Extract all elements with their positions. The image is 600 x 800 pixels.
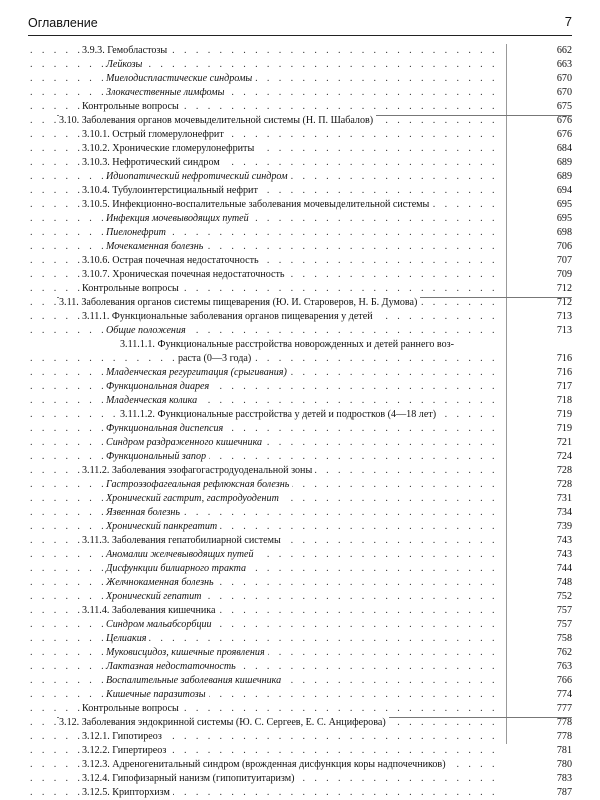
toc-entry[interactable] [0,58,600,72]
leader-dots [30,86,500,100]
toc-entry-label: Синдром раздраженного кишечника [106,436,265,450]
leader-dots [30,562,500,576]
toc-entry[interactable] [0,324,600,338]
toc-entry-label: 3.10.6. Острая почечная недостаточность [82,254,262,268]
leader-dots [30,576,500,590]
toc-entry-label: Хронический панкреатит [106,520,220,534]
toc-entry[interactable] [0,156,600,170]
toc-entry[interactable] [0,44,600,58]
toc-entry[interactable] [0,142,600,156]
toc-entry-page: 743 [556,549,572,560]
toc-entry-label: 3.10.4. Тубулоинтерстициальный нефрит [82,184,261,198]
leader-dots [30,422,500,436]
toc-entry[interactable] [0,688,600,702]
toc-entry-page: 675 [556,101,572,112]
leader-dots [30,352,500,366]
toc-entry-page: 670 [556,87,572,98]
toc-entry-label: 3.10.7. Хроническая почечная недостаточность [82,268,288,282]
toc-entry[interactable] [0,716,600,730]
toc-entry-label: 3.12.2. Гипертиреоз [82,744,169,758]
toc-entry-page: 662 [556,45,572,56]
toc-entry-label: Синдром мальабсорбции [106,618,215,632]
toc-entry[interactable] [0,380,600,394]
toc-entry[interactable] [0,576,600,590]
toc-entry[interactable] [0,198,600,212]
toc-entry-label: Целиакия [106,632,149,646]
toc-entry-page: 781 [556,745,572,756]
toc-entry[interactable] [0,562,600,576]
toc-entry-label: Миелодиспластические синдромы [106,72,255,86]
toc-entry-label: Младенческая колика [106,394,200,408]
toc-entry-label: 3.11.3. Заболевания гепатобилиарной системы [82,534,284,548]
toc-entry-label: 3.9.3. Гемобластозы [82,44,170,58]
toc-entry-page: 728 [556,465,572,476]
toc-entry-page: 663 [556,59,572,70]
toc-entry-page: 783 [556,773,572,784]
toc-entry-page: 670 [556,73,572,84]
toc-entry[interactable] [0,268,600,282]
toc-entry-page: 757 [556,619,572,630]
toc-entry[interactable] [0,478,600,492]
toc-entry[interactable] [0,408,600,422]
toc-entry[interactable] [0,492,600,506]
toc-entry-page: 707 [556,255,572,266]
toc-entry-label: 3.10.3. Нефротический синдром [82,156,223,170]
toc-entry-label: Функциональная диарея [106,380,212,394]
toc-entry[interactable] [0,506,600,520]
header-page-number: 7 [564,14,572,29]
toc-entry-page: 719 [556,409,572,420]
toc-entry[interactable] [0,226,600,240]
toc-entry-label: 3.11.4. Заболевания кишечника [82,604,219,618]
toc-entry-page: 721 [556,437,572,448]
toc-entry-page: 676 [556,129,572,140]
toc-entry[interactable] [0,548,600,562]
toc-entry-page: 689 [556,157,572,168]
toc-entry-page: 748 [556,577,572,588]
toc-entry-label: 3.11.2. Заболевания эзофагогастродуоденальной зоны [82,464,315,478]
toc-entry-label: 3.11.1. Функциональные заболевания органов пищеварения у детей [82,310,376,324]
toc-entry-label: Идиопатический нефротический синдром [106,170,291,184]
toc-entry-page: 778 [556,717,572,728]
toc-entry-page: 734 [556,507,572,518]
toc-entry[interactable] [0,618,600,632]
toc-entry-page: 717 [556,381,572,392]
leader-dots [30,324,500,338]
toc-entry[interactable] [0,744,600,758]
toc-entry-page: 695 [556,199,572,210]
toc-entry[interactable] [0,128,600,142]
toc-entry-page: 774 [556,689,572,700]
leader-dots [30,226,500,240]
toc-entry-page: 718 [556,395,572,406]
toc-entry-page: 743 [556,535,572,546]
toc-entry-page: 712 [556,283,572,294]
toc-entry-label: 3.12.5. Крипторхизм [82,786,173,800]
toc-entry[interactable] [0,464,600,478]
toc-entry-page: 709 [556,269,572,280]
toc-entry-label: 3.12.4. Гипофизарный нанизм (гипопитуитаризм) [82,772,298,786]
toc-entry-page: 787 [556,787,572,798]
toc-entry[interactable] [0,436,600,450]
toc-entry-page: 758 [556,633,572,644]
toc-entry-page: 752 [556,591,572,602]
toc-entry[interactable] [0,632,600,646]
toc-entry-label: Контрольные вопросы [82,100,182,114]
toc-entry-page: 694 [556,185,572,196]
toc-entry-label: Контрольные вопросы [82,282,182,296]
toc-entry-label: Функциональная диспепсия [106,422,226,436]
running-header [28,13,572,36]
toc-entry-page: 695 [556,213,572,224]
toc-entry-page: 712 [556,297,572,308]
leader-dots [30,212,500,226]
toc-entry[interactable] [0,310,600,324]
toc-entry-label: Пиелонефрит [106,226,169,240]
toc-entry-page: 716 [556,367,572,378]
toc-entry-label: Воспалительные заболевания кишечника [106,674,284,688]
toc-entry-page: 766 [556,675,572,686]
toc-entry-label: Контрольные вопросы [82,702,182,716]
toc-entry[interactable] [0,282,600,296]
toc-entry[interactable] [0,786,600,800]
toc-entry-page: 689 [556,171,572,182]
toc-entry-label: 3.11.1.1. Функциональные расстройства новорожденных и детей раннего воз- [120,338,457,352]
leader-dots [30,660,500,674]
leader-dots [30,688,500,702]
leader-dots [30,240,500,254]
leader-dots [30,632,500,646]
toc-entry[interactable] [0,170,600,184]
leader-dots [30,506,500,520]
toc-entry-page: 706 [556,241,572,252]
leader-dots [30,618,500,632]
toc-entry-label: 3.10. Заболевания органов мочевыделительной системы (Н. П. Шабалов) [59,114,376,128]
toc-entry-label: Лейкозы [106,58,145,72]
toc-entry-label: 3.12. Заболевания эндокринной системы (Ю. С. Сергеев, Е. С. Анциферова) [59,716,389,730]
toc-entry-page: 762 [556,647,572,658]
toc-entry[interactable] [0,702,600,716]
toc-entry[interactable] [0,296,600,310]
header-title: Оглавление [28,16,98,30]
toc-entry[interactable] [0,660,600,674]
toc-entry-page: 698 [556,227,572,238]
toc-entry[interactable] [0,338,600,366]
toc-entry-label-continued: раста (0—3 года) [178,352,254,366]
toc-entry-label: Мочекаменная болезнь [106,240,206,254]
toc-entry-label: 3.10.2. Хронические гломерулонефриты [82,142,257,156]
leader-dots [30,520,500,534]
toc-entry-page: 716 [556,353,572,364]
toc-entry-label: Хронический гастрит, гастродуоденит [106,492,282,506]
toc-entry-page: 728 [556,479,572,490]
toc-entry-label: Язвенная болезнь [106,506,183,520]
toc-entry[interactable] [0,184,600,198]
toc-entry-page: 684 [556,143,572,154]
toc-entry[interactable] [0,450,600,464]
toc-entry[interactable] [0,100,600,114]
toc-entry-page: 757 [556,605,572,616]
toc-entry-page: 744 [556,563,572,574]
toc-entry[interactable] [0,590,600,604]
toc-entry-page: 676 [556,115,572,126]
toc-entry-page: 763 [556,661,572,672]
toc-entry-page: 780 [556,759,572,770]
toc-entry[interactable] [0,422,600,436]
toc-entry-page: 731 [556,493,572,504]
toc-entry-label: Хронический гепатит [106,590,204,604]
toc-entry-page: 777 [556,703,572,714]
toc-entry-page: 719 [556,423,572,434]
toc-entry-page: 713 [556,325,572,336]
toc-entry-label: Общие положения [106,324,189,338]
toc-entry[interactable] [0,114,600,128]
leader-dots [30,58,500,72]
toc-entry[interactable] [0,674,600,688]
toc-entry-label: Гастроэзофагеальная рефлюксная болезнь [106,478,292,492]
toc-entry-label: Инфекция мочевыводящих путей [106,212,252,226]
toc-entry-label: Лактазная недостаточность [106,660,239,674]
toc-entry-label: 3.11. Заболевания органов системы пищеварения (Ю. И. Староверов, Н. Б. Думова) [59,296,420,310]
toc-entry-label: Кишечные паразитозы [106,688,209,702]
toc-entry-page: 724 [556,451,572,462]
toc-entry[interactable] [0,212,600,226]
toc-entry-label: Злокачественные лимфомы [106,86,227,100]
leader-dots [30,394,500,408]
leader-dots [30,590,500,604]
toc-entry[interactable] [0,604,600,618]
toc-entry[interactable] [0,534,600,548]
toc-entry[interactable] [0,86,600,100]
toc-entry-label: 3.10.1. Острый гломерулонефрит [82,128,227,142]
toc-entry[interactable] [0,730,600,744]
toc-entry[interactable] [0,772,600,786]
leader-dots [30,72,500,86]
toc-entry-label: Функциональный запор [106,450,209,464]
toc-entry-label: 3.12.3. Адреногенитальный синдром (врожденная дисфункция коры надпочечников) [82,758,449,772]
leader-dots [30,450,500,464]
toc-entry-label: Желчнокаменная болезнь [106,576,217,590]
toc-entry[interactable] [0,758,600,772]
toc-entry-page: 778 [556,731,572,742]
toc-entry-page: 739 [556,521,572,532]
toc-entry-label: Дисфункции билиарного тракта [106,562,249,576]
toc-entry-page: 713 [556,311,572,322]
toc-entry[interactable] [0,366,600,380]
toc-entry-label: 3.12.1. Гипотиреоз [82,730,165,744]
toc-entry-label: Муковисцидоз, кишечные проявления [106,646,268,660]
leader-dots [30,548,500,562]
leader-dots [30,380,500,394]
toc-entry[interactable] [0,394,600,408]
toc-entry[interactable] [0,646,600,660]
toc-entry[interactable] [0,520,600,534]
toc-entry-label: Младенческая регургитация (срыгивания) [106,366,290,380]
toc-entry-label: 3.10.5. Инфекционно-воспалительные заболевания мочевыделительной системы [82,198,432,212]
toc-entry[interactable] [0,240,600,254]
toc-entry-label: Аномалии желчевыводящих путей [106,548,257,562]
toc-entry-label: 3.11.1.2. Функциональные расстройства у детей и подростков (4—18 лет) [120,408,439,422]
toc-entry[interactable] [0,254,600,268]
toc-entry[interactable] [0,72,600,86]
